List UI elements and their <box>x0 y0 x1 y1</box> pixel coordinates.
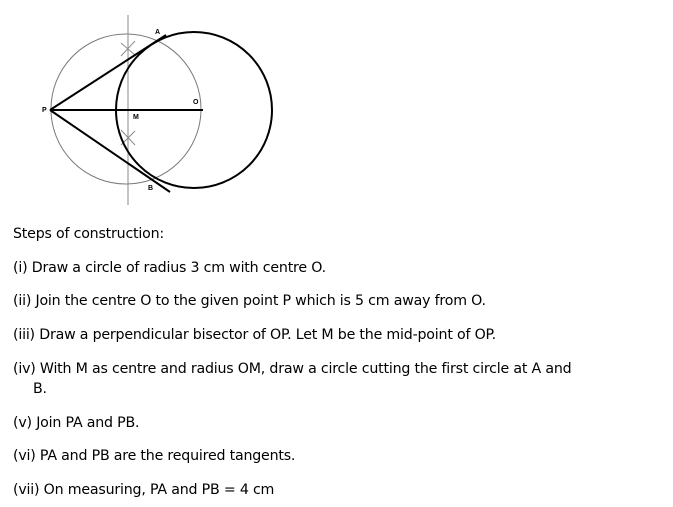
label-b: B <box>148 185 154 192</box>
step-number: (iii) <box>13 327 35 343</box>
step-text: Draw a perpendicular bisector of OP. Let M be the mid-point of OP. <box>39 327 496 343</box>
step-text: Join the centre O to the given point P which is 5 cm away from O. <box>35 293 486 309</box>
step-7 <box>13 482 274 499</box>
tangent-pa <box>50 35 166 110</box>
step-number: (i) <box>13 260 28 276</box>
step-2 <box>13 293 486 310</box>
step-5 <box>13 415 139 432</box>
label-m: M <box>133 114 139 121</box>
label-o: O <box>193 99 199 106</box>
label-a: A <box>155 29 161 36</box>
step-number: (ii) <box>13 293 32 309</box>
steps-heading: Steps of construction: <box>13 226 164 242</box>
step-number: (vi) <box>13 448 36 464</box>
step-text: On measuring, PA and PB = 4 cm <box>43 482 275 498</box>
step-4-continuation: B. <box>33 381 47 397</box>
step-6 <box>13 448 295 465</box>
construction-diagram <box>0 0 300 215</box>
step-text: Join PA and PB. <box>36 415 140 431</box>
step-text: Draw a circle of radius 3 cm with centre O. <box>31 260 326 276</box>
step-number: (v) <box>13 415 32 431</box>
step-3 <box>13 327 496 344</box>
step-1 <box>13 260 326 277</box>
step-text: With M as centre and radius OM, draw a circle cutting the first circle at A and <box>39 361 572 377</box>
step-number: (iv) <box>13 361 36 377</box>
step-4 <box>13 361 571 378</box>
step-number: (vii) <box>13 482 40 498</box>
tangent-pb <box>50 110 170 192</box>
label-p: P <box>42 107 47 114</box>
step-text: PA and PB are the required tangents. <box>39 448 296 464</box>
